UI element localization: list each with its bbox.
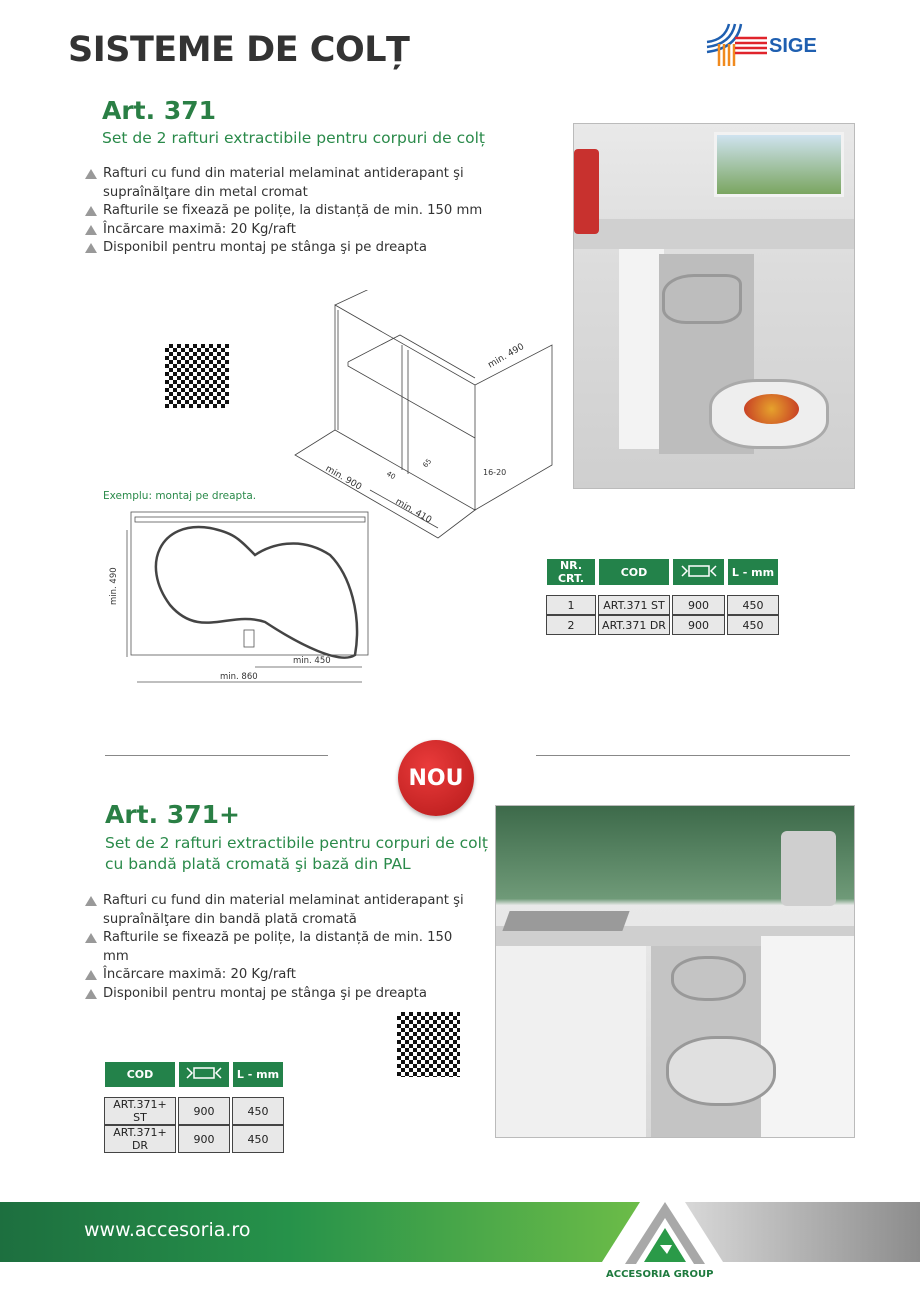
- svg-text:min. 900: min. 900: [323, 463, 364, 493]
- svg-text:65: 65: [421, 457, 434, 470]
- new-badge: NOU: [398, 740, 474, 816]
- art-371-plus-spec-table: [102, 1061, 286, 1153]
- art-371-title: Art. 371: [102, 96, 217, 125]
- sige-logo: [705, 22, 840, 68]
- kitchen-photo-371-plus: [495, 805, 855, 1138]
- kitchen-photo-371: [573, 123, 855, 489]
- header-length: L - mm: [727, 558, 779, 586]
- plan-view-diagram: [100, 505, 380, 690]
- feature-item: Rafturile se fixează pe polițe, la distanță de min. 150 mm: [85, 929, 465, 966]
- art-371-spec-table: [544, 558, 781, 635]
- svg-text:min. 490: min. 490: [486, 342, 527, 371]
- art-371-plus-title: Art. 371+: [105, 800, 240, 829]
- feature-item: Disponibil pentru montaj pe stânga şi pe dreapta: [85, 985, 465, 1004]
- accesoria-logo-text: ACCESORIA GROUP: [606, 1269, 714, 1280]
- svg-text:min. 410: min. 410: [393, 496, 434, 526]
- footer-url[interactable]: www.accesoria.ro: [84, 1219, 251, 1241]
- art-371-plus-subtitle: Set de 2 rafturi extractibile pentru corpuri de colț cu bandă plată cromată şi bază din PAL: [105, 834, 488, 873]
- svg-text:min. 490: min. 490: [109, 567, 119, 605]
- table-row: 2 ART.371 DR 900 450: [546, 615, 779, 635]
- header-cod: COD: [598, 558, 670, 586]
- table-row: ART.371+ ST 900 450: [104, 1097, 284, 1125]
- svg-text:SIGE: SIGE: [769, 35, 817, 57]
- feature-item: Rafturile se fixează pe polițe, la distanță de min. 150 mm: [85, 202, 555, 221]
- art-371-subtitle: Set de 2 rafturi extractibile pentru corpuri de colț: [102, 129, 485, 147]
- qr-code-371[interactable]: [165, 344, 229, 408]
- width-icon: [178, 1061, 230, 1088]
- art-371-plus-features: [85, 892, 465, 1003]
- feature-item: Rafturi cu fund din material melaminat antiderapant şi supraînălţare din metal cromat: [85, 165, 555, 202]
- feature-item: Încărcare maximă: 20 Kg/raft: [85, 221, 555, 240]
- qr-code-371-plus[interactable]: [397, 1012, 460, 1077]
- example-label: Exemplu: montaj pe dreapta.: [103, 490, 257, 502]
- divider: [536, 755, 850, 756]
- header-nr: NR. CRT.: [546, 558, 596, 586]
- accesoria-logo-icon: [620, 1200, 710, 1265]
- cabinet-dimension-diagram: [290, 290, 560, 540]
- divider: [105, 755, 328, 756]
- svg-text:min. 450: min. 450: [293, 656, 331, 666]
- table-row: 1 ART.371 ST 900 450: [546, 595, 779, 615]
- feature-item: Încărcare maximă: 20 Kg/raft: [85, 966, 465, 985]
- header-length: L - mm: [232, 1061, 284, 1088]
- footer-gray-band: [685, 1202, 920, 1262]
- art-371-features: [85, 165, 555, 258]
- width-icon: [672, 558, 725, 586]
- table-row: ART.371+ DR 900 450: [104, 1125, 284, 1153]
- svg-text:16-20: 16-20: [483, 468, 507, 477]
- page-title: SISTEME DE COLȚ: [68, 30, 410, 70]
- svg-text:40: 40: [385, 469, 397, 482]
- feature-item: Disponibil pentru montaj pe stânga şi pe dreapta: [85, 239, 555, 258]
- header-cod: COD: [104, 1061, 176, 1088]
- svg-text:min. 860: min. 860: [220, 672, 258, 682]
- feature-item: Rafturi cu fund din material melaminat antiderapant şi supraînălţare din bandă plată cromată: [85, 892, 465, 929]
